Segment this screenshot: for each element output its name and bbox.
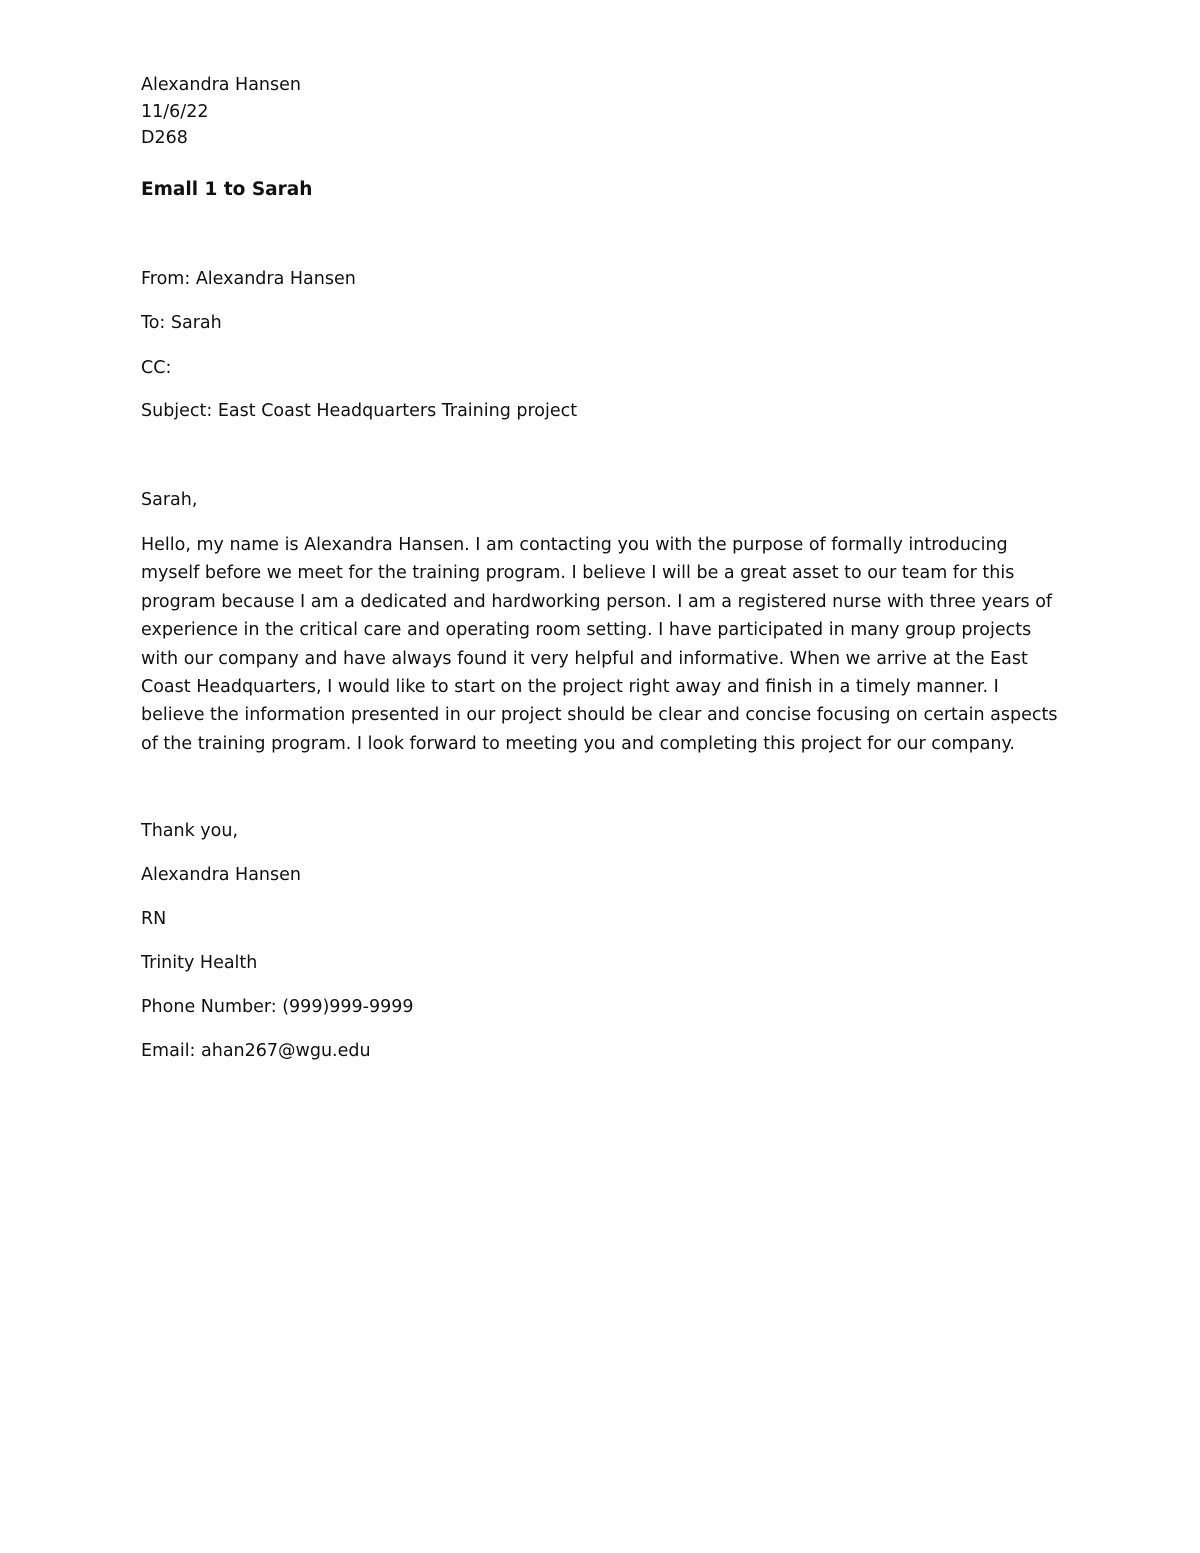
body-line: experience in the critical care and operating room setting. I have participated in many group projects	[141, 620, 1032, 641]
body-line: with our company and have always found it very helpful and informative. When we arrive at the East	[141, 648, 1028, 669]
body-line: program because I am a dedicated and hardworking person. I am a registered nurse with three years of	[141, 591, 1053, 612]
header-author: Alexandra Hansen	[141, 75, 302, 95]
email-cc: CC:	[141, 358, 172, 378]
signature-name: Alexandra Hansen	[141, 865, 302, 885]
header-course: D268	[141, 128, 188, 148]
document-title: Emall 1 to Sarah	[141, 179, 313, 200]
body-line: Hello, my name is Alexandra Hansen. I am contacting you with the purpose of formally introducing	[141, 535, 1008, 555]
email-subject: Subject: East Coast Headquarters Training project	[141, 401, 578, 421]
body-line: of the training program. I look forward to meeting you and completing this project for our company.	[141, 733, 1015, 754]
greeting: Sarah,	[141, 490, 198, 510]
body-line: myself before we meet for the training program. I believe I will be a great asset to our team for this	[141, 563, 1015, 584]
email-from: From: Alexandra Hansen	[141, 269, 356, 289]
closing: Thank you,	[141, 821, 239, 841]
body-paragraph	[141, 531, 1071, 758]
header-date: 11/6/22	[141, 102, 209, 122]
email-to: To: Sarah	[141, 313, 222, 333]
body-line: believe the information presented in our project should be clear and concise focusing on certain aspects	[141, 705, 1058, 726]
signature-phone: Phone Number: (999)999-9999	[141, 997, 414, 1017]
signature-credential: RN	[141, 909, 167, 929]
signature-email: Email: ahan267@wgu.edu	[141, 1041, 371, 1061]
body-line: Coast Headquarters, I would like to start on the project right away and finish in a timely manner. I	[141, 677, 999, 698]
signature-organization: Trinity Health	[141, 953, 258, 973]
